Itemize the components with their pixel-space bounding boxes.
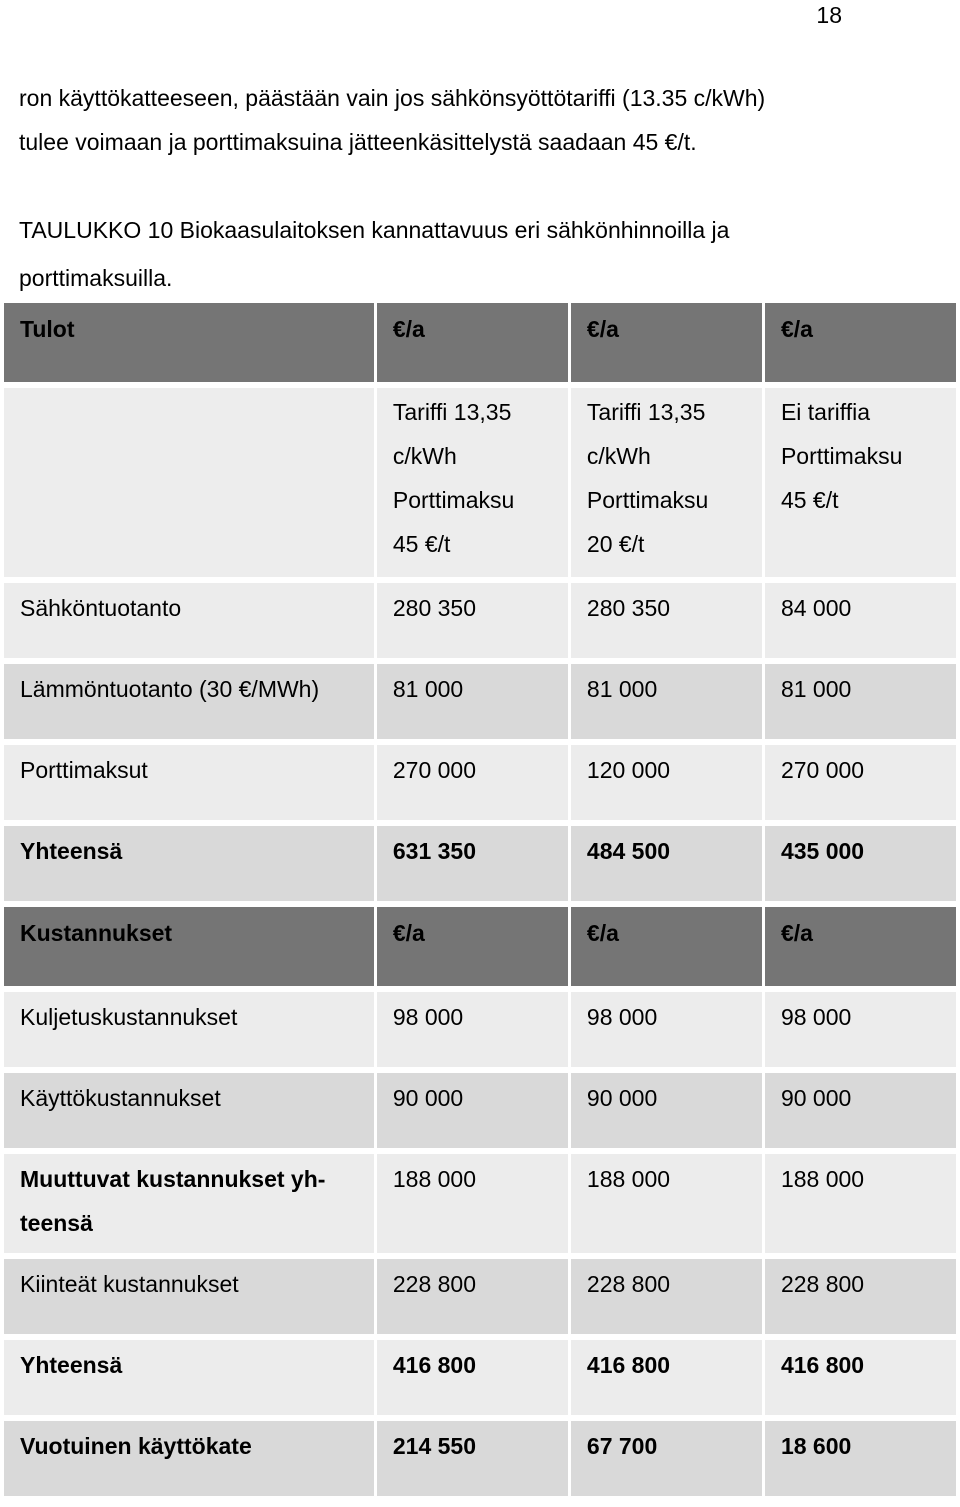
scenario-cell-2 bbox=[571, 388, 762, 583]
scenario-cell-3 bbox=[765, 388, 956, 583]
row-label: Yhteensä bbox=[4, 1340, 374, 1421]
table-header-cell: €/a bbox=[377, 303, 568, 388]
table-cell: 270 000 bbox=[765, 745, 956, 826]
table-cell: 214 550 bbox=[377, 1421, 568, 1502]
scenario-line: Tariffi 13,35 bbox=[392, 399, 512, 425]
table-header-cell: €/a bbox=[571, 907, 762, 992]
table-cell: 416 800 bbox=[377, 1340, 568, 1421]
operating-margin-row bbox=[4, 1421, 956, 1502]
table-cell: 228 800 bbox=[377, 1259, 568, 1340]
caption-line: TAULUKKO 10 Biokaasulaitoksen kannattavuus eri sähkönhinnoilla ja bbox=[19, 217, 730, 243]
table-cell: 90 000 bbox=[571, 1073, 762, 1154]
table-cell: 188 000 bbox=[765, 1154, 956, 1259]
row-label: Yhteensä bbox=[4, 826, 374, 907]
row-label: Kiinteät kustannukset bbox=[4, 1259, 374, 1340]
scenario-line: Tariffi 13,35 bbox=[586, 399, 706, 425]
table-header-cell: Kustannukset bbox=[4, 907, 374, 992]
scenario-line: Porttimaksu bbox=[780, 443, 903, 469]
row-label: Porttimaksut bbox=[4, 745, 374, 826]
scenario-line: c/kWh bbox=[586, 443, 651, 469]
scenario-line: 45 €/t bbox=[780, 487, 839, 513]
row-label: Kuljetuskustannukset bbox=[4, 992, 374, 1073]
table-cell: 435 000 bbox=[765, 826, 956, 907]
table-cell: 270 000 bbox=[377, 745, 568, 826]
income-header-row bbox=[4, 303, 956, 388]
scenario-cell-1 bbox=[377, 388, 568, 583]
table-cell: 280 350 bbox=[571, 583, 762, 664]
table-caption bbox=[19, 206, 919, 302]
scenario-empty-cell bbox=[4, 388, 374, 583]
table-cell: 84 000 bbox=[765, 583, 956, 664]
table-cell: 280 350 bbox=[377, 583, 568, 664]
table-cell: 188 000 bbox=[571, 1154, 762, 1259]
row-label: Lämmöntuotanto (30 €/MWh) bbox=[4, 664, 374, 745]
table-header-cell: €/a bbox=[377, 907, 568, 992]
table-cell: 81 000 bbox=[377, 664, 568, 745]
table-cell: 120 000 bbox=[571, 745, 762, 826]
profitability-table bbox=[1, 303, 959, 1502]
scenario-line: c/kWh bbox=[392, 443, 457, 469]
row-label: Muuttuvat kustannukset yh- teensä bbox=[4, 1154, 374, 1259]
table-cell: 18 600 bbox=[765, 1421, 956, 1502]
caption-line: porttimaksuilla. bbox=[19, 265, 173, 291]
intro-line: tulee voimaan ja porttimaksuina jätteenkäsittelystä saadaan 45 €/t. bbox=[19, 129, 697, 155]
table-cell: 81 000 bbox=[571, 664, 762, 745]
table-cell: 90 000 bbox=[765, 1073, 956, 1154]
table-cell: 416 800 bbox=[765, 1340, 956, 1421]
cost-total-row bbox=[4, 1340, 956, 1421]
table-cell: 228 800 bbox=[571, 1259, 762, 1340]
table-cell: 81 000 bbox=[765, 664, 956, 745]
row-label: Käyttökustannukset bbox=[4, 1073, 374, 1154]
table-cell: 98 000 bbox=[571, 992, 762, 1073]
scenario-line: 20 €/t bbox=[586, 531, 645, 557]
table-cell: 90 000 bbox=[377, 1073, 568, 1154]
table-cell: 188 000 bbox=[377, 1154, 568, 1259]
scenario-row bbox=[4, 388, 956, 583]
table-cell: 98 000 bbox=[377, 992, 568, 1073]
intro-paragraph bbox=[19, 76, 919, 164]
variable-total-row bbox=[4, 1154, 956, 1259]
table-cell: 416 800 bbox=[571, 1340, 762, 1421]
table-cell: 67 700 bbox=[571, 1421, 762, 1502]
table-header-cell: €/a bbox=[765, 303, 956, 388]
table-row bbox=[4, 745, 956, 826]
table-row bbox=[4, 664, 956, 745]
table-row bbox=[4, 992, 956, 1073]
row-label: Vuotuinen käyttökate bbox=[4, 1421, 374, 1502]
table-cell: 228 800 bbox=[765, 1259, 956, 1340]
table-header-cell: €/a bbox=[765, 907, 956, 992]
intro-line: ron käyttökatteeseen, päästään vain jos sähkönsyöttötariffi (13.35 c/kWh) bbox=[19, 85, 766, 111]
scenario-line: Porttimaksu bbox=[586, 487, 709, 513]
scenario-line: 45 €/t bbox=[392, 531, 451, 557]
table-row bbox=[4, 583, 956, 664]
scenario-line: Porttimaksu bbox=[392, 487, 515, 513]
cost-header-row bbox=[4, 907, 956, 992]
table-header-cell: Tulot bbox=[4, 303, 374, 388]
table-cell: 98 000 bbox=[765, 992, 956, 1073]
table-row bbox=[4, 1259, 956, 1340]
table-cell: 484 500 bbox=[571, 826, 762, 907]
scenario-line: Ei tariffia bbox=[780, 399, 870, 425]
page-number: 18 bbox=[816, 2, 842, 28]
income-total-row bbox=[4, 826, 956, 907]
table-cell: 631 350 bbox=[377, 826, 568, 907]
row-label: Sähköntuotanto bbox=[4, 583, 374, 664]
table-row bbox=[4, 1073, 956, 1154]
table-header-cell: €/a bbox=[571, 303, 762, 388]
